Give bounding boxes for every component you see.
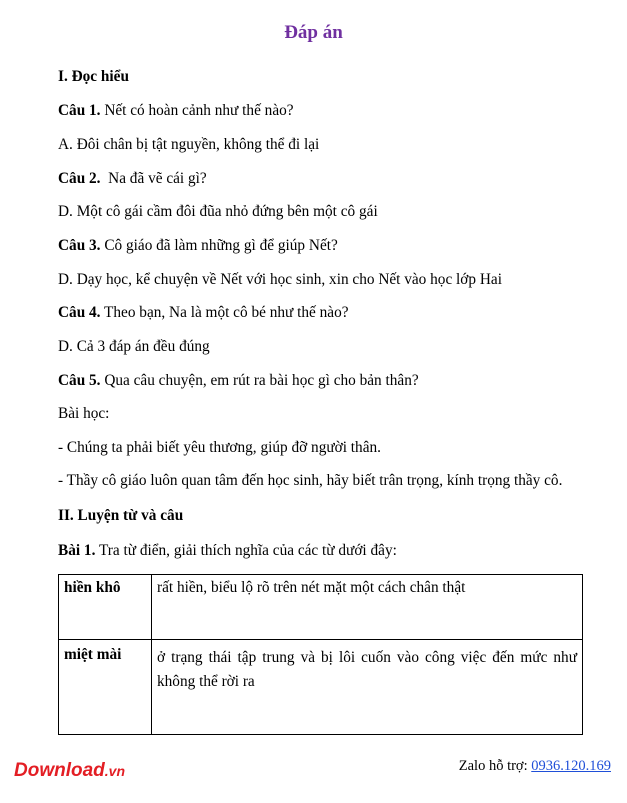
section-heading: I. Đọc hiểu — [58, 68, 129, 85]
lesson-item: - Chúng ta phải biết yêu thương, giúp đỡ người thân. — [58, 439, 381, 456]
question-text: Qua câu chuyện, em rút ra bài học gì cho bản thân? — [100, 372, 419, 389]
exercise-1 — [58, 542, 397, 560]
question-label: Câu 5. — [58, 372, 101, 389]
download-logo — [14, 760, 125, 782]
question-3 — [58, 237, 338, 255]
lesson-item: - Thầy cô giáo luôn quan tâm đến học sinh, hãy biết trân trọng, kính trọng thầy cô. — [58, 472, 563, 489]
term-cell: hiền khô — [59, 575, 152, 640]
question-label: Câu 2. — [58, 170, 101, 187]
question-label: Câu 3. — [58, 237, 101, 254]
question-text: Nết có hoàn cảnh như thế nào? — [100, 102, 294, 119]
meaning-cell: rất hiền, biểu lộ rõ trên nét mặt một cách chân thật — [152, 575, 583, 640]
exercise-text: Tra từ điển, giải thích nghĩa của các từ dưới đây: — [95, 542, 397, 559]
question-label: Câu 1. — [58, 102, 101, 119]
answer-4: D. Cả 3 đáp án đều đúng — [58, 338, 210, 355]
lesson-heading: Bài học: — [58, 405, 110, 422]
question-text: Cô giáo đã làm những gì để giúp Nết? — [100, 237, 338, 254]
definition-table — [58, 574, 583, 735]
meaning-cell: ở trạng thái tập trung và bị lôi cuốn vào công việc đến mức như không thể rời ra — [152, 640, 583, 735]
answer-1: A. Đôi chân bị tật nguyền, không thể đi lại — [58, 136, 320, 153]
table-row — [59, 640, 583, 735]
logo-main: Download — [14, 760, 105, 781]
question-4 — [58, 304, 349, 322]
question-text: Na đã vẽ cái gì? — [100, 170, 207, 187]
support-contact — [459, 758, 611, 775]
term-cell: miệt mài — [59, 640, 152, 735]
logo-suffix: .vn — [104, 763, 126, 779]
question-2 — [58, 170, 207, 188]
answer-2: D. Một cô gái cầm đôi đũa nhỏ đứng bên một cô gái — [58, 203, 378, 220]
question-5 — [58, 372, 419, 390]
table-row — [59, 575, 583, 640]
page-title: Đáp án — [284, 22, 343, 43]
answer-3: D. Dạy học, kể chuyện về Nết với học sinh, xin cho Nết vào học lớp Hai — [58, 271, 502, 288]
exercise-label: Bài 1. — [58, 542, 96, 559]
question-text: Theo bạn, Na là một cô bé như thế nào? — [100, 304, 349, 321]
question-label: Câu 4. — [58, 304, 101, 321]
support-phone-link[interactable]: 0936.120.169 — [531, 758, 611, 774]
support-label: Zalo hỗ trợ: — [458, 758, 532, 774]
question-1 — [58, 102, 294, 120]
section-heading: II. Luyện từ và câu — [58, 507, 184, 524]
